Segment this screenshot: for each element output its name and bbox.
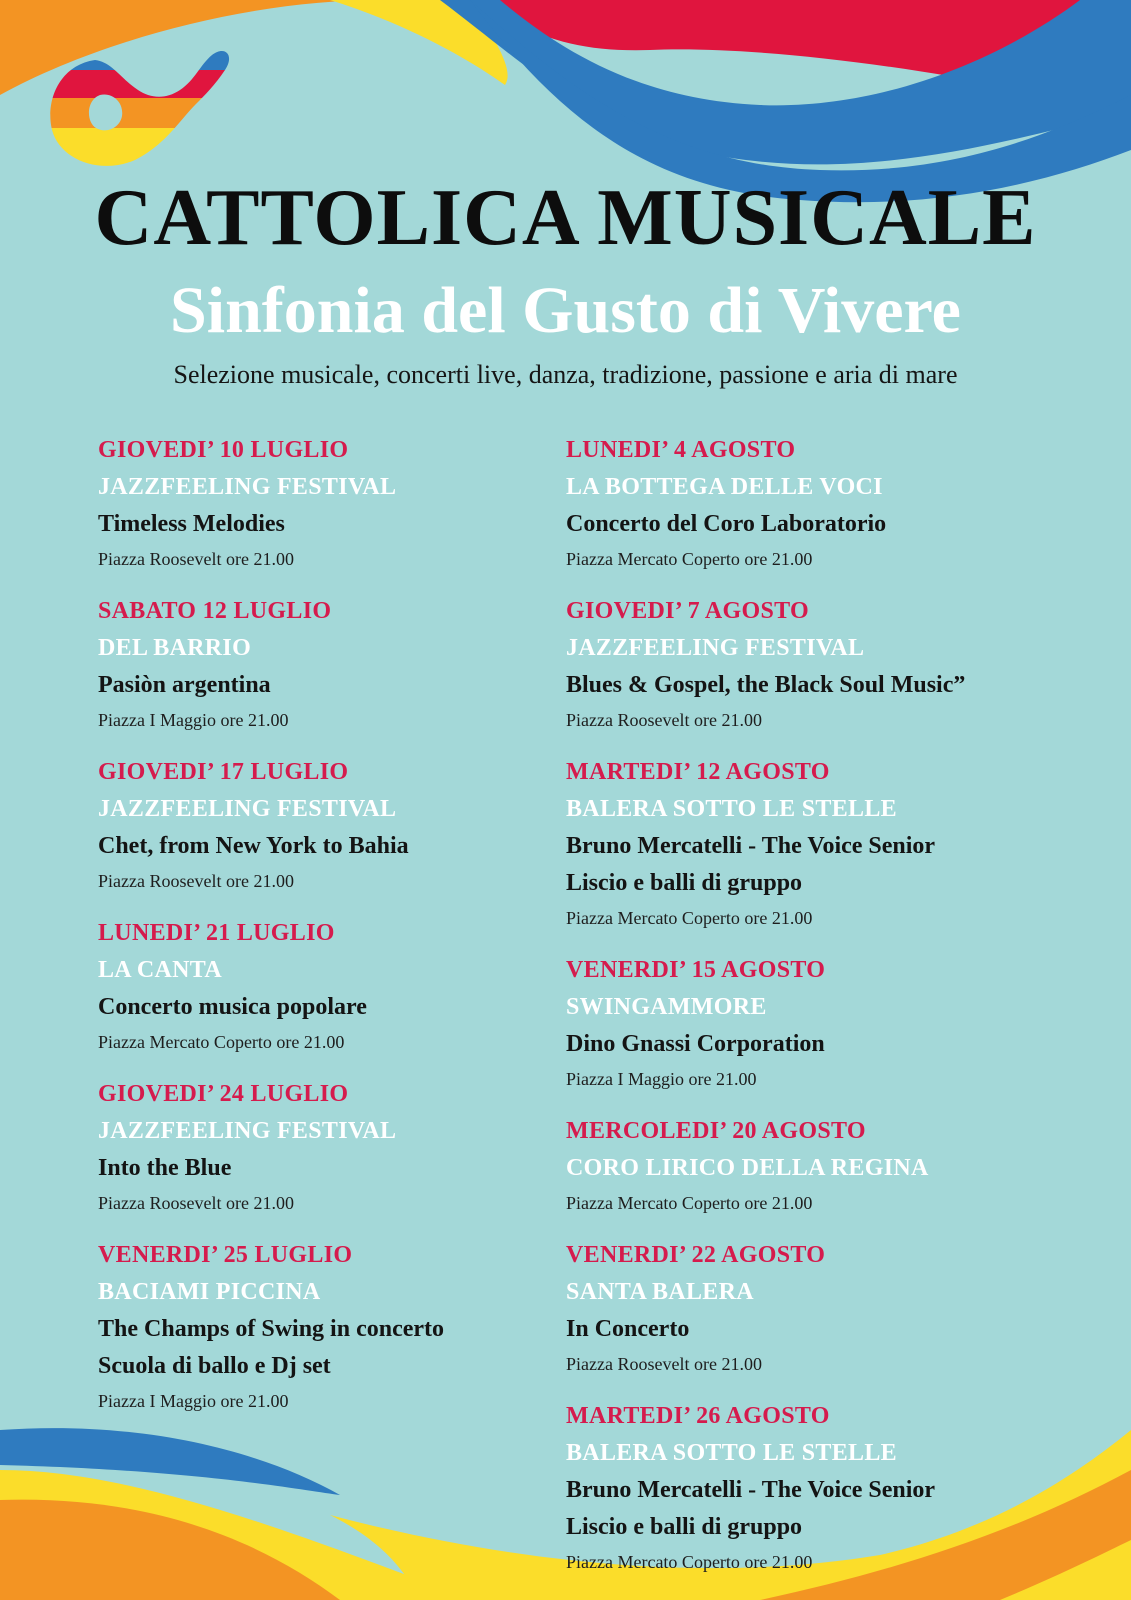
event-venue: Piazza Roosevelt ore 21.00: [566, 1354, 762, 1374]
events-column-august: [566, 432, 1036, 1578]
event-performer: Concerto musica popolare: [98, 994, 367, 1020]
event-date: LUNEDI’ 21 LUGLIO: [98, 920, 335, 946]
event-performer: Blues & Gospel, the Black Soul Music”: [566, 672, 966, 698]
event-performer: Chet, from New York to Bahia: [98, 833, 409, 859]
event-series: BALERA SOTTO LE STELLE: [566, 1440, 897, 1466]
event-series: SANTA BALERA: [566, 1279, 754, 1305]
event-item: [98, 754, 568, 897]
event-performer: Bruno Mercatelli - The Voice Senior: [566, 833, 936, 859]
event-date: GIOVEDI’ 7 AGOSTO: [566, 598, 809, 624]
event-venue: Piazza Mercato Coperto ore 21.00: [566, 1193, 813, 1213]
event-venue: Piazza Roosevelt ore 21.00: [98, 871, 294, 891]
event-date: MARTEDI’ 26 AGOSTO: [566, 1403, 830, 1429]
event-performer: Scuola di ballo e Dj set: [98, 1353, 331, 1379]
event-item: [98, 593, 568, 736]
event-item: [566, 1113, 1036, 1219]
event-performer: In Concerto: [566, 1316, 690, 1342]
event-date: MERCOLEDI’ 20 AGOSTO: [566, 1118, 866, 1144]
event-series: SWINGAMMORE: [566, 994, 767, 1020]
event-series: BACIAMI PICCINA: [98, 1279, 321, 1305]
event-item: [566, 593, 1036, 736]
event-item: [566, 432, 1036, 575]
event-item: [566, 754, 1036, 934]
event-venue: Piazza Roosevelt ore 21.00: [98, 1193, 294, 1213]
event-date: VENERDI’ 25 LUGLIO: [98, 1242, 353, 1268]
event-item: [566, 1237, 1036, 1380]
event-venue: Piazza Mercato Coperto ore 21.00: [566, 1552, 813, 1572]
event-date: GIOVEDI’ 17 LUGLIO: [98, 759, 349, 785]
page-subtitle: Sinfonia del Gusto di Vivere: [170, 274, 961, 347]
event-venue: Piazza Mercato Coperto ore 21.00: [566, 908, 813, 928]
event-venue: Piazza I Maggio ore 21.00: [566, 1069, 757, 1089]
event-performer: The Champs of Swing in concerto: [98, 1316, 445, 1342]
event-series: LA BOTTEGA DELLE VOCI: [566, 474, 883, 500]
page-title: CATTOLICA MUSICALE: [94, 174, 1037, 262]
event-performer: Into the Blue: [98, 1155, 232, 1181]
event-venue: Piazza I Maggio ore 21.00: [98, 1391, 289, 1411]
event-item: [566, 1398, 1036, 1578]
event-series: JAZZFEELING FESTIVAL: [98, 474, 397, 500]
event-series: BALERA SOTTO LE STELLE: [566, 796, 897, 822]
event-date: GIOVEDI’ 10 LUGLIO: [98, 437, 349, 463]
event-performer: Concerto del Coro Laboratorio: [566, 511, 887, 537]
event-item: [566, 952, 1036, 1095]
event-performer: Liscio e balli di gruppo: [566, 1514, 803, 1540]
event-date: SABATO 12 LUGLIO: [98, 598, 332, 624]
event-item: [98, 1076, 568, 1219]
event-venue: Piazza Mercato Coperto ore 21.00: [98, 1032, 345, 1052]
event-series: JAZZFEELING FESTIVAL: [98, 796, 397, 822]
event-venue: Piazza Roosevelt ore 21.00: [566, 710, 762, 730]
event-date: MARTEDI’ 12 AGOSTO: [566, 759, 830, 785]
event-series: JAZZFEELING FESTIVAL: [98, 1118, 397, 1144]
event-item: [98, 915, 568, 1058]
event-series: LA CANTA: [98, 957, 222, 983]
event-item: [98, 432, 568, 575]
event-series: JAZZFEELING FESTIVAL: [566, 635, 865, 661]
event-item: [98, 1237, 568, 1417]
events-column-july: [98, 432, 568, 1417]
event-date: LUNEDI’ 4 AGOSTO: [566, 437, 796, 463]
event-performer: Pasiòn argentina: [98, 672, 271, 698]
event-performer: Liscio e balli di gruppo: [566, 870, 803, 896]
event-venue: Piazza Roosevelt ore 21.00: [98, 549, 294, 569]
tagline: Selezione musicale, concerti live, danza, tradizione, passione e aria di mare: [173, 360, 958, 389]
event-series: CORO LIRICO DELLA REGINA: [566, 1155, 929, 1181]
event-date: VENERDI’ 22 AGOSTO: [566, 1242, 826, 1268]
event-performer: Dino Gnassi Corporation: [566, 1031, 825, 1057]
event-performer: Timeless Melodies: [98, 511, 285, 537]
event-venue: Piazza Mercato Coperto ore 21.00: [566, 549, 813, 569]
event-date: VENERDI’ 15 AGOSTO: [566, 957, 826, 983]
event-venue: Piazza I Maggio ore 21.00: [98, 710, 289, 730]
event-series: DEL BARRIO: [98, 635, 252, 661]
event-performer: Bruno Mercatelli - The Voice Senior: [566, 1477, 936, 1503]
event-date: GIOVEDI’ 24 LUGLIO: [98, 1081, 349, 1107]
